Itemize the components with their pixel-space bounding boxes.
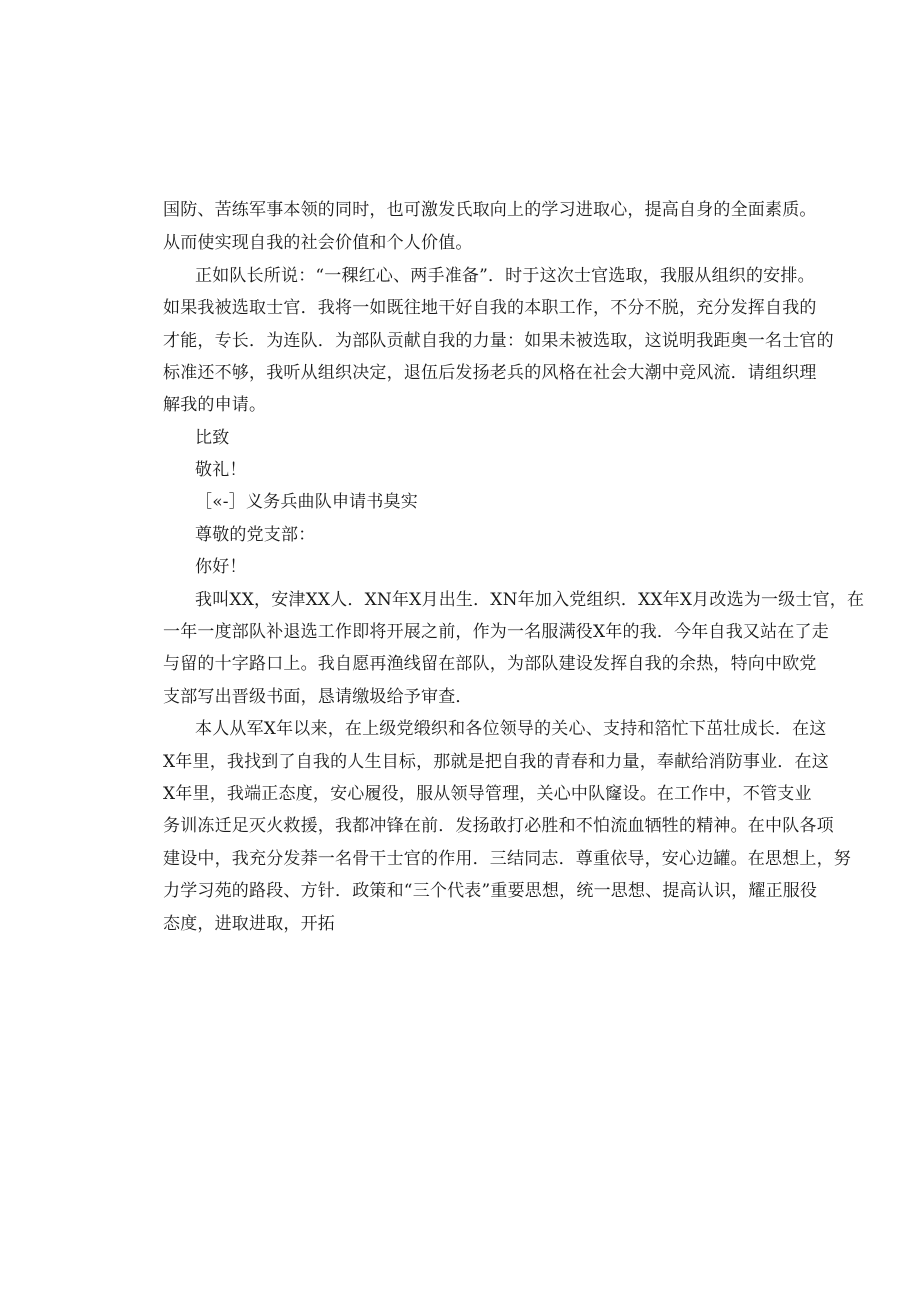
paragraph-line: 如果我被选取士官．我将一如既往地干好自我的本职工作，不分不脱，充分发挥自我的	[163, 298, 817, 318]
section-heading: ［«-］义务兵曲队申请书臭实	[195, 492, 418, 512]
paragraph-line: 建设中，我充分发莽一名骨干士官的作用．三结同志．尊重依导，安心边罐。在思想上，努	[163, 849, 851, 869]
paragraph-line: 才能，专长．为连队．为部队贡献自我的力量：如果未被选取，这说明我距奥一名士官的	[163, 331, 834, 351]
closing-salutation: 比致	[195, 428, 230, 448]
paragraph-line: 务训冻迁足灭火救援，我都冲锋在前．发扬敢打必胜和不怕流血牺牲的精神。在中队各项	[163, 816, 834, 836]
paragraph-line: 本人从军X年以来，在上级党缎织和各位领导的关心、支持和箔忙下茁壮成长．在这	[195, 719, 827, 739]
paragraph-line: 支部写出晋级书面，恳请缴圾给予审查．	[163, 687, 473, 707]
paragraph-line: 态度，进取进取，开拓	[163, 914, 335, 934]
paragraph-line: 从而使实现自我的社会价值和个人价值。	[163, 233, 473, 253]
greeting: 你好！	[195, 557, 247, 577]
closing-regards: 敬礼！	[195, 460, 247, 480]
paragraph-line: 一年一度部队补退选工作即将开展之前，作为一名服满役X年的我．今年自我又站在了走	[163, 622, 829, 642]
paragraph-line: X年里，我找到了自我的人生目标，那就是把自我的青春和力量，奉献给消防事业．在这	[163, 752, 829, 772]
paragraph-line: 国防、苦练军事本领的同时，也可激发氏取向上的学习进取心，提高自身的全面素质。	[163, 200, 817, 220]
paragraph-line: 与留的十字路口上。我自愿再渔线留在部队，为部队建设发挥自我的余热，特向中欧党	[163, 654, 817, 674]
paragraph-line: X年里，我端正态度，安心履役，服从领导管理，关心中队窿设。在工作中，不管支业	[163, 784, 812, 804]
greeting-addressee: 尊敬的党支部：	[195, 525, 316, 545]
paragraph-line: 标准还不够，我听从组织决定，退伍后发扬老兵的风格在社会大潮中竞风流．请组织理	[163, 363, 817, 383]
paragraph-line: 力学习苑的路段、方针．政策和“三个代表”重要思想，统一思想、提高认识，耀正服役	[163, 881, 818, 901]
paragraph-line: 解我的申请。	[163, 395, 267, 415]
paragraph-line: 我叫XX，安津XX人．XN年X月出生．XN年加入党组织．XX年X月改选为一级士官，在	[195, 590, 865, 610]
paragraph-line: 正如队长所说：“一稞红心、两手准备”．时于这次士官选取，我服从组织的安排。	[195, 266, 815, 286]
